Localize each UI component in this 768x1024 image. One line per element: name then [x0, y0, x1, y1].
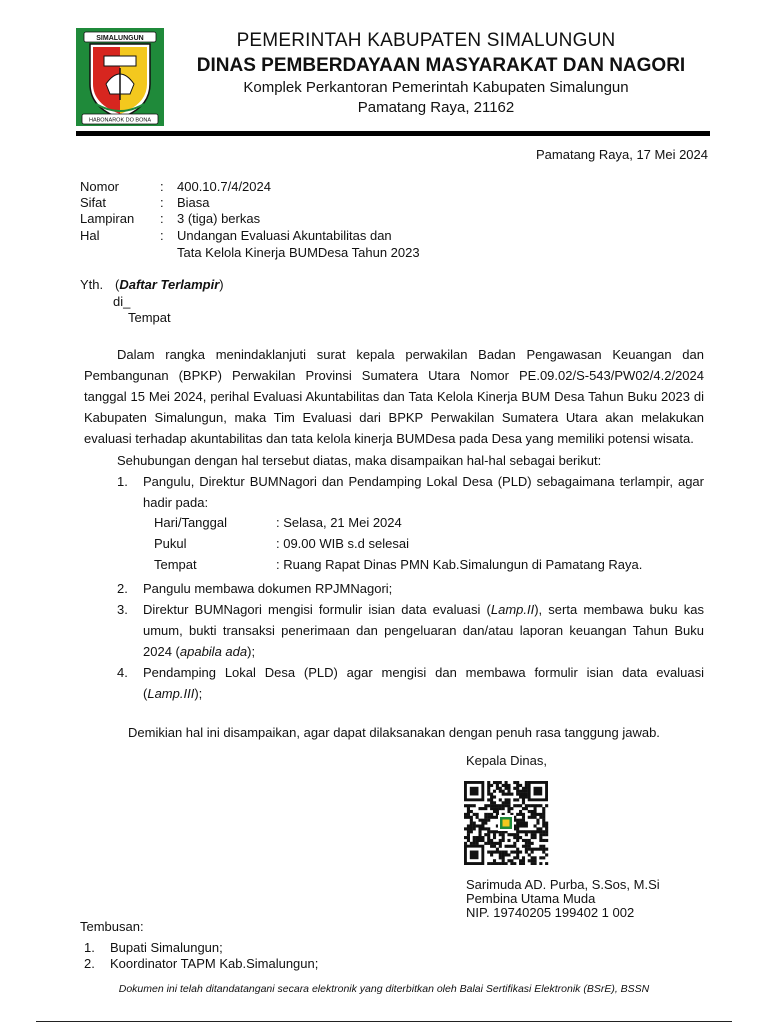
meta-label: Lampiran	[80, 211, 135, 226]
signatory-rank: Pembina Utama Muda	[466, 891, 596, 906]
cc-label: Tembusan:	[80, 919, 144, 934]
letterhead-city: Pamatang Raya, 21162	[357, 99, 515, 116]
logo-bottom-text: HABONAROK DO BONA	[88, 117, 152, 124]
meta-value: Biasa	[177, 195, 210, 210]
attachment-ref: Lamp.III	[147, 686, 195, 701]
meta-colon: :	[160, 228, 164, 243]
detail-value-day: : Selasa, 21 Mei 2024	[276, 515, 402, 530]
regency-logo	[76, 28, 164, 126]
meta-label: Sifat	[80, 195, 107, 210]
list-number: 4.	[117, 665, 128, 680]
cc-item-2: Koordinator TAPM Kab.Simalungun;	[110, 956, 319, 971]
meta-colon: :	[160, 179, 164, 194]
addressee-di: di_	[113, 294, 131, 309]
cc-number: 2.	[84, 956, 95, 971]
list-item-4	[143, 662, 704, 704]
detail-label-place: Tempat	[154, 557, 197, 572]
signatory-name: Sarimuda AD. Purba, S.Sos, M.Si	[466, 877, 660, 892]
paren-close: )	[219, 277, 224, 292]
item-text: );	[194, 686, 203, 701]
detail-label-time: Pukul	[154, 536, 187, 551]
letterhead-government: PEMERINTAH KABUPATEN SIMALUNGUN	[236, 30, 616, 51]
list-number: 3.	[117, 602, 128, 617]
cc-number: 1.	[84, 940, 95, 955]
signatory-title: Kepala Dinas,	[466, 753, 547, 768]
meta-value: Undangan Evaluasi Akuntabilitas dan	[177, 228, 392, 243]
electronic-signature-note: Dokumen ini telah ditandatangani secara elektronik yang diterbitkan oleh Balai Sertifikasi Elektronik (BSrE), BSSN	[118, 983, 650, 995]
letterhead-complex: Komplek Perkantoran Pemerintah Kabupaten Simalungun	[243, 79, 629, 96]
list-item-1: Pangulu, Direktur BUMNagori dan Pendamping Lokal Desa (PLD) sebagaimana terlampir, agar hadir pada:	[143, 474, 704, 510]
addressee-place: Tempat	[128, 310, 171, 325]
list-item-3	[143, 599, 704, 662]
qr-code-signature	[462, 781, 550, 865]
body-paragraph-2: Sehubungan dengan hal tersebut diatas, maka disampaikan hal-hal sebagai berikut:	[117, 453, 602, 468]
detail-value-time: : 09.00 WIB s.d selesai	[276, 536, 409, 551]
detail-value-place: : Ruang Rapat Dinas PMN Kab.Simalungun di Pamatang Raya.	[276, 557, 643, 572]
meta-value: 3 (tiga) berkas	[177, 211, 261, 226]
paren-open: (	[115, 277, 120, 292]
signatory-nip: NIP. 19740205 199402 1 002	[466, 905, 635, 920]
item-text: Pendamping Lokal Desa (PLD) agar mengisi dan membawa formulir isian data evaluasi (	[143, 665, 704, 701]
letterhead-agency: DINAS PEMBERDAYAAN MASYARAKAT DAN NAGORI	[196, 55, 686, 76]
meta-colon: :	[160, 195, 164, 210]
list-item-2: Pangulu membawa dokumen RPJMNagori;	[143, 581, 393, 596]
letterhead-divider	[76, 131, 710, 136]
list-number: 2.	[117, 581, 128, 596]
meta-label: Nomor	[80, 179, 120, 194]
detail-label-day: Hari/Tanggal	[154, 515, 227, 530]
meta-value: Tata Kelola Kinerja BUMDesa Tahun 2023	[177, 245, 420, 260]
logo-top-text: SIMALUNGUN	[96, 35, 144, 42]
meta-label: Hal	[80, 228, 100, 243]
item-text: ), serta membawa buku kas umum, bukti transaksi penerimaan dan pengeluaran dan/atau laporan keuangan Tahun Buku 2024 (	[143, 602, 704, 659]
item-text: Direktur BUMNagori mengisi formulir isian data evaluasi (	[143, 602, 491, 617]
body-paragraph-1: Dalam rangka menindaklanjuti surat kepala perwakilan Badan Pengawasan Keuangan dan Pembangunan (BPKP) Perwakilan Provinsi Sumatera Utara Nomor PE.09.02/S-543/PW02/4.2/2024 tanggal 15 Mei 2024, perihal Evaluasi Akuntabilitas dan Tata Kelola Kinerja BUM Desa Tahun Buku 2023 di Kabupaten Simalungun, maka Tim Evaluasi dari BPKP Perwakilan Sumatera Utara akan melakukan evaluasi terhadap akuntabilitas dan tata kelola kinerja BUMDesa pada Desa yang memiliki potensi wisata.	[84, 347, 704, 446]
meta-value: 400.10.7/4/2024	[177, 179, 271, 194]
list-number: 1.	[117, 474, 128, 489]
addressee-yth: Yth.	[80, 277, 104, 292]
recipient-list: Daftar Terlampir	[119, 277, 220, 292]
cc-item-1: Bupati Simalungun;	[110, 940, 223, 955]
conditional-note: apabila ada	[179, 644, 248, 659]
item-text: );	[247, 644, 256, 659]
attachment-ref: Lamp.II	[490, 602, 535, 617]
addressee-recipient	[115, 277, 224, 292]
bottom-divider	[36, 1021, 732, 1022]
letter-date: Pamatang Raya, 17 Mei 2024	[536, 147, 708, 162]
closing-sentence: Demikian hal ini disampaikan, agar dapat dilaksanakan dengan penuh rasa tanggung jawab.	[128, 725, 660, 740]
meta-colon: :	[160, 211, 164, 226]
